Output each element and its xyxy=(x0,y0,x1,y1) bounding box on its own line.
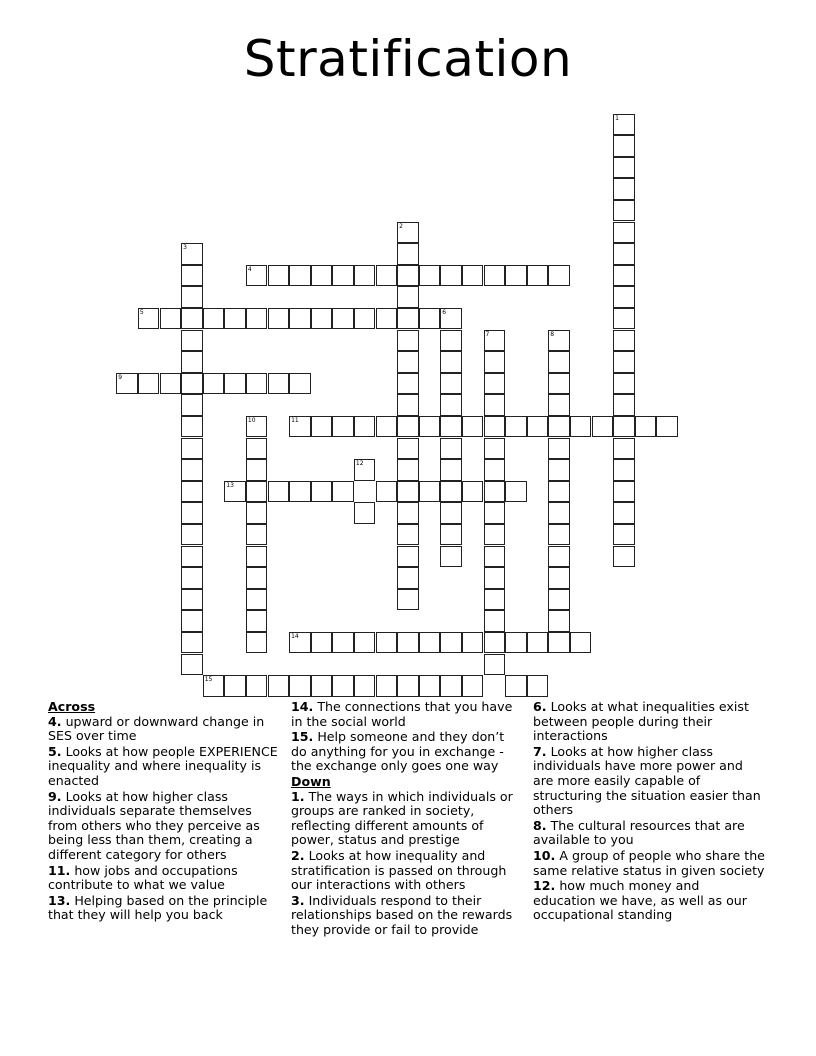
grid-cell[interactable] xyxy=(613,502,635,524)
grid-cell[interactable] xyxy=(246,308,268,330)
grid-cell[interactable] xyxy=(397,524,419,546)
grid-cell[interactable] xyxy=(268,373,290,395)
clue-text: Individuals respond to their relationships based on the rewards they provide or fail to provide xyxy=(291,892,513,937)
clue-number-label: 15. xyxy=(291,729,314,745)
clue-number-label: 7. xyxy=(533,743,547,759)
grid-cell[interactable] xyxy=(548,373,570,395)
grid-cell[interactable] xyxy=(332,481,354,503)
clue-text: The cultural resources that are available to you xyxy=(533,817,745,848)
grid-cell[interactable] xyxy=(181,481,203,503)
grid-cell[interactable] xyxy=(268,481,290,503)
grid-cell[interactable] xyxy=(613,265,635,287)
grid-cell[interactable] xyxy=(548,265,570,287)
grid-cell[interactable] xyxy=(246,438,268,460)
grid-cell[interactable] xyxy=(332,632,354,654)
grid-cell[interactable] xyxy=(397,351,419,373)
clue-number-label: 14. xyxy=(291,699,314,714)
clue-number: 3 xyxy=(183,244,187,252)
grid-cell[interactable] xyxy=(613,157,635,179)
grid-cell[interactable] xyxy=(289,632,311,654)
grid-cell[interactable] xyxy=(613,308,635,330)
clue-text: Looks at how inequality and stratification is passed on through our interactions with others xyxy=(291,847,507,893)
clues-column-2 xyxy=(291,700,523,939)
clue-text: Looks at what inequalities exist between people during their interactions xyxy=(533,699,749,744)
grid-cell[interactable] xyxy=(613,200,635,222)
grid-cell[interactable] xyxy=(613,546,635,568)
grid-cell[interactable] xyxy=(181,243,203,265)
grid-cell[interactable] xyxy=(246,481,268,503)
grid-cell[interactable] xyxy=(246,567,268,589)
clue-number-label: 3. xyxy=(291,892,305,908)
grid-cell[interactable] xyxy=(484,330,506,352)
clue-item xyxy=(48,745,280,789)
grid-cell[interactable] xyxy=(397,243,419,265)
grid-cell[interactable] xyxy=(246,546,268,568)
grid-cell[interactable] xyxy=(224,481,246,503)
clue-item xyxy=(48,790,280,863)
grid-cell[interactable] xyxy=(462,675,484,697)
clue-number-label: 6. xyxy=(533,699,547,714)
clue-text: how jobs and occupations contribute to what we value xyxy=(48,862,238,893)
grid-cell[interactable] xyxy=(311,675,333,697)
grid-cell[interactable] xyxy=(527,416,549,438)
grid-cell[interactable] xyxy=(656,416,678,438)
grid-cell[interactable] xyxy=(268,265,290,287)
clue-item xyxy=(291,790,523,848)
grid-cell[interactable] xyxy=(181,351,203,373)
grid-cell[interactable] xyxy=(527,675,549,697)
grid-cell[interactable] xyxy=(224,675,246,697)
grid-cell[interactable] xyxy=(203,373,225,395)
grid-cell[interactable] xyxy=(332,308,354,330)
grid-cell[interactable] xyxy=(440,546,462,568)
grid-cell[interactable] xyxy=(505,265,527,287)
clue-number-label: 12. xyxy=(533,878,556,894)
grid-cell[interactable] xyxy=(397,632,419,654)
grid-cell[interactable] xyxy=(462,416,484,438)
grid-cell[interactable] xyxy=(419,308,441,330)
clue-text: The ways in which individuals or groups are ranked in society, reflecting different amounts of power, status and prestige xyxy=(291,788,513,848)
clue-number: 11 xyxy=(291,416,299,424)
grid-cell[interactable] xyxy=(246,675,268,697)
grid-cell[interactable] xyxy=(397,416,419,438)
clue-number: 5 xyxy=(139,308,144,316)
grid-cell[interactable] xyxy=(181,524,203,546)
clue-section-heading: Down xyxy=(291,773,331,789)
grid-cell[interactable] xyxy=(505,416,527,438)
clue-text: upward or downward change in SES over time xyxy=(48,713,265,744)
grid-cell[interactable] xyxy=(548,524,570,546)
grid-cell[interactable] xyxy=(613,459,635,481)
clue-item xyxy=(533,849,765,878)
grid-cell[interactable] xyxy=(376,481,398,503)
grid-cell[interactable] xyxy=(311,481,333,503)
grid-cell[interactable] xyxy=(613,114,635,136)
grid-cell[interactable] xyxy=(268,675,290,697)
grid-cell[interactable] xyxy=(289,265,311,287)
grid-cell[interactable] xyxy=(440,308,462,330)
grid-cell[interactable] xyxy=(484,438,506,460)
grid-cell[interactable] xyxy=(505,632,527,654)
grid-cell[interactable] xyxy=(181,459,203,481)
grid-cell[interactable] xyxy=(376,265,398,287)
grid-cell[interactable] xyxy=(419,632,441,654)
clue-text: Looks at how higher class individuals separate themselves from others who they perceive as being less than them, creating a different category for others xyxy=(48,788,260,862)
grid-cell[interactable] xyxy=(138,308,160,330)
grid-cell[interactable] xyxy=(484,502,506,524)
grid-cell[interactable] xyxy=(613,178,635,200)
clue-item xyxy=(48,715,280,744)
grid-cell[interactable] xyxy=(613,351,635,373)
grid-cell[interactable] xyxy=(376,632,398,654)
grid-cell[interactable] xyxy=(570,416,592,438)
clue-number: 14 xyxy=(291,632,299,640)
clue-number-label: 9. xyxy=(48,788,62,804)
clue-text: how much money and education we have, as well as our occupational standing xyxy=(533,878,747,923)
clue-item xyxy=(48,864,280,893)
clue-number: 6 xyxy=(442,308,447,316)
grid-cell[interactable] xyxy=(462,632,484,654)
grid-cell[interactable] xyxy=(397,373,419,395)
grid-cell[interactable] xyxy=(440,502,462,524)
clue-item xyxy=(533,879,765,923)
grid-cell[interactable] xyxy=(613,373,635,395)
grid-cell[interactable] xyxy=(246,459,268,481)
clue-text: The connections that you have in the social world xyxy=(291,699,513,729)
grid-cell[interactable] xyxy=(289,416,311,438)
clue-number: 8 xyxy=(550,330,555,338)
grid-cell[interactable] xyxy=(440,394,462,416)
grid-cell[interactable] xyxy=(484,632,506,654)
grid-cell[interactable] xyxy=(311,632,333,654)
grid-cell[interactable] xyxy=(203,675,225,697)
grid-cell[interactable] xyxy=(548,351,570,373)
grid-cell[interactable] xyxy=(440,632,462,654)
grid-cell[interactable] xyxy=(354,459,376,481)
clue-item xyxy=(291,700,523,729)
grid-cell[interactable] xyxy=(613,286,635,308)
clue-text: Looks at how people EXPERIENCE inequality and where inequality is enacted xyxy=(48,743,278,788)
grid-cell[interactable] xyxy=(548,330,570,352)
grid-cell[interactable] xyxy=(332,265,354,287)
clue-text: Looks at how higher class individuals have more power and are more easily capable of structuring the situation easier than others xyxy=(533,743,761,818)
grid-cell[interactable] xyxy=(613,394,635,416)
grid-cell[interactable] xyxy=(397,502,419,524)
clue-item xyxy=(533,819,765,848)
grid-cell[interactable] xyxy=(397,265,419,287)
grid-cell[interactable] xyxy=(462,265,484,287)
grid-cell[interactable] xyxy=(246,373,268,395)
grid-cell[interactable] xyxy=(548,632,570,654)
clue-item xyxy=(291,849,523,893)
clue-item xyxy=(291,894,523,938)
grid-cell[interactable] xyxy=(440,675,462,697)
clue-item xyxy=(533,700,765,744)
grid-cell[interactable] xyxy=(484,394,506,416)
grid-cell[interactable] xyxy=(116,373,138,395)
grid-cell[interactable] xyxy=(484,567,506,589)
grid-cell[interactable] xyxy=(181,546,203,568)
grid-cell[interactable] xyxy=(484,481,506,503)
grid-cell[interactable] xyxy=(246,589,268,611)
clues-column-3 xyxy=(533,700,765,924)
grid-cell[interactable] xyxy=(246,524,268,546)
clue-number-label: 1. xyxy=(291,788,305,804)
grid-cell[interactable] xyxy=(268,308,290,330)
clue-number: 10 xyxy=(247,416,256,424)
grid-cell[interactable] xyxy=(613,416,635,438)
clue-number: 2 xyxy=(399,222,403,230)
grid-cell[interactable] xyxy=(484,654,506,676)
grid-cell[interactable] xyxy=(397,459,419,481)
grid-cell[interactable] xyxy=(181,502,203,524)
grid-cell[interactable] xyxy=(397,308,419,330)
grid-cell[interactable] xyxy=(397,675,419,697)
clue-item xyxy=(533,745,765,818)
grid-cell[interactable] xyxy=(397,481,419,503)
grid-cell[interactable] xyxy=(484,373,506,395)
grid-cell[interactable] xyxy=(181,330,203,352)
grid-cell[interactable] xyxy=(613,438,635,460)
clue-number-label: 5. xyxy=(48,743,62,759)
grid-cell[interactable] xyxy=(419,416,441,438)
grid-cell[interactable] xyxy=(289,373,311,395)
grid-cell[interactable] xyxy=(440,265,462,287)
grid-cell[interactable] xyxy=(484,265,506,287)
grid-cell[interactable] xyxy=(548,394,570,416)
grid-cell[interactable] xyxy=(181,610,203,632)
grid-cell[interactable] xyxy=(613,481,635,503)
grid-cell[interactable] xyxy=(246,610,268,632)
grid-cell[interactable] xyxy=(440,416,462,438)
grid-cell[interactable] xyxy=(548,589,570,611)
clue-number-label: 4. xyxy=(48,713,62,729)
grid-cell[interactable] xyxy=(397,330,419,352)
grid-cell[interactable] xyxy=(397,286,419,308)
grid-cell[interactable] xyxy=(181,654,203,676)
grid-cell[interactable] xyxy=(354,308,376,330)
grid-cell[interactable] xyxy=(484,416,506,438)
grid-cell[interactable] xyxy=(181,589,203,611)
grid-cell[interactable] xyxy=(484,524,506,546)
grid-cell[interactable] xyxy=(181,567,203,589)
grid-cell[interactable] xyxy=(397,394,419,416)
grid-cell[interactable] xyxy=(419,675,441,697)
grid-cell[interactable] xyxy=(311,416,333,438)
grid-cell[interactable] xyxy=(246,632,268,654)
clue-number: 13 xyxy=(226,481,234,489)
grid-cell[interactable] xyxy=(354,416,376,438)
page-title: Stratification xyxy=(243,30,573,88)
grid-cell[interactable] xyxy=(440,351,462,373)
grid-cell[interactable] xyxy=(440,524,462,546)
clue-text: Helping based on the principle that they will help you back xyxy=(48,892,268,923)
grid-cell[interactable] xyxy=(397,567,419,589)
grid-cell[interactable] xyxy=(505,675,527,697)
grid-cell[interactable] xyxy=(160,373,182,395)
grid-cell[interactable] xyxy=(419,265,441,287)
grid-cell[interactable] xyxy=(224,308,246,330)
clues-column-1 xyxy=(48,700,280,924)
grid-cell[interactable] xyxy=(548,459,570,481)
grid-cell[interactable] xyxy=(419,481,441,503)
grid-cell[interactable] xyxy=(138,373,160,395)
clue-text: A group of people who share the same relative status in given society xyxy=(533,847,765,878)
grid-cell[interactable] xyxy=(376,416,398,438)
grid-cell[interactable] xyxy=(613,330,635,352)
grid-cell[interactable] xyxy=(203,308,225,330)
clue-text: Help someone and they don’t do anything for you in exchange - the exchange only goes one way xyxy=(291,729,505,774)
grid-cell[interactable] xyxy=(376,308,398,330)
grid-cell[interactable] xyxy=(181,632,203,654)
grid-cell[interactable] xyxy=(613,135,635,157)
clue-item xyxy=(48,894,280,923)
grid-cell[interactable] xyxy=(484,459,506,481)
grid-cell[interactable] xyxy=(311,308,333,330)
grid-cell[interactable] xyxy=(160,308,182,330)
grid-cell[interactable] xyxy=(181,438,203,460)
grid-cell[interactable] xyxy=(440,373,462,395)
grid-cell[interactable] xyxy=(397,222,419,244)
grid-cell[interactable] xyxy=(548,546,570,568)
grid-cell[interactable] xyxy=(397,438,419,460)
grid-cell[interactable] xyxy=(181,416,203,438)
grid-cell[interactable] xyxy=(332,416,354,438)
grid-cell[interactable] xyxy=(484,610,506,632)
clue-number-label: 10. xyxy=(533,847,556,863)
grid-cell[interactable] xyxy=(548,610,570,632)
clue-number: 9 xyxy=(118,373,123,381)
grid-cell[interactable] xyxy=(527,265,549,287)
grid-cell[interactable] xyxy=(354,265,376,287)
grid-cell[interactable] xyxy=(484,589,506,611)
clue-item xyxy=(291,730,523,774)
grid-cell[interactable] xyxy=(613,222,635,244)
grid-cell[interactable] xyxy=(397,546,419,568)
grid-cell[interactable] xyxy=(224,373,246,395)
grid-cell[interactable] xyxy=(440,438,462,460)
clue-number: 1 xyxy=(615,114,619,122)
clue-section-heading: Across xyxy=(48,699,96,714)
grid-cell[interactable] xyxy=(246,502,268,524)
grid-cell[interactable] xyxy=(548,502,570,524)
grid-cell[interactable] xyxy=(354,502,376,524)
grid-cell[interactable] xyxy=(354,675,376,697)
grid-cell[interactable] xyxy=(289,308,311,330)
clue-number: 12 xyxy=(355,460,364,468)
grid-cell[interactable] xyxy=(570,632,592,654)
grid-cell[interactable] xyxy=(289,675,311,697)
grid-cell[interactable] xyxy=(181,373,203,395)
grid-cell[interactable] xyxy=(181,265,203,287)
grid-cell[interactable] xyxy=(484,546,506,568)
clue-number: 15 xyxy=(204,676,213,684)
grid-cell[interactable] xyxy=(289,481,311,503)
grid-cell[interactable] xyxy=(181,308,203,330)
clue-number: 4 xyxy=(247,265,252,273)
clue-number: 7 xyxy=(485,330,490,338)
grid-cell[interactable] xyxy=(397,589,419,611)
grid-cell[interactable] xyxy=(548,567,570,589)
grid-cell[interactable] xyxy=(462,481,484,503)
grid-cell[interactable] xyxy=(246,265,268,287)
grid-cell[interactable] xyxy=(548,481,570,503)
grid-cell[interactable] xyxy=(613,524,635,546)
grid-cell[interactable] xyxy=(548,416,570,438)
grid-cell[interactable] xyxy=(527,632,549,654)
grid-cell[interactable] xyxy=(635,416,657,438)
clue-number-label: 13. xyxy=(48,892,71,908)
grid-cell[interactable] xyxy=(592,416,614,438)
grid-cell[interactable] xyxy=(505,481,527,503)
grid-cell[interactable] xyxy=(246,416,268,438)
grid-cell[interactable] xyxy=(376,675,398,697)
grid-cell[interactable] xyxy=(311,265,333,287)
clue-number-label: 2. xyxy=(291,847,305,863)
grid-cell[interactable] xyxy=(440,330,462,352)
clue-number-label: 11. xyxy=(48,862,71,878)
grid-cell[interactable] xyxy=(354,632,376,654)
grid-cell[interactable] xyxy=(332,675,354,697)
clue-number-label: 8. xyxy=(533,817,547,833)
grid-cell[interactable] xyxy=(440,459,462,481)
grid-cell[interactable] xyxy=(181,286,203,308)
grid-cell[interactable] xyxy=(484,351,506,373)
grid-cell[interactable] xyxy=(613,243,635,265)
grid-cell[interactable] xyxy=(181,394,203,416)
grid-cell[interactable] xyxy=(440,481,462,503)
grid-cell[interactable] xyxy=(548,438,570,460)
